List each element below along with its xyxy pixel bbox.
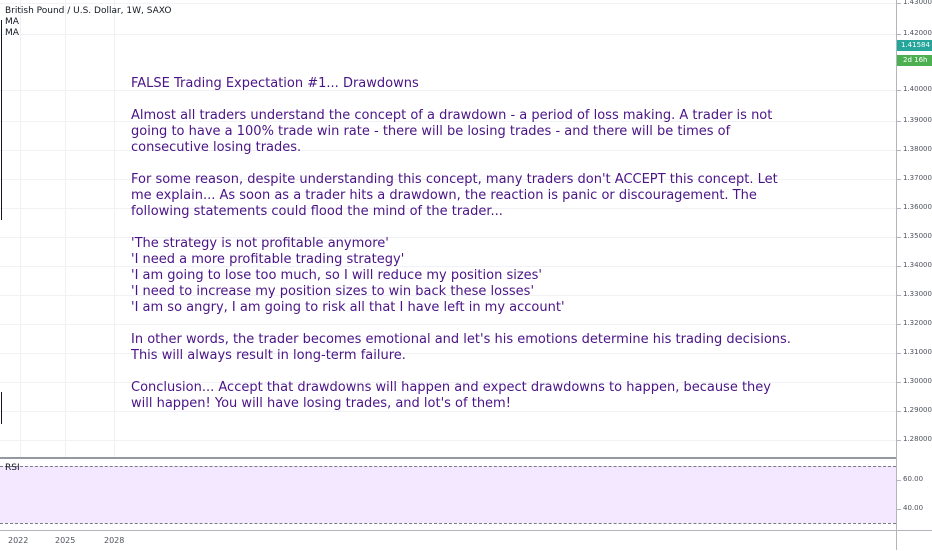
text-note[interactable] [131, 76, 791, 412]
price-tick-label: 1.43000 [903, 0, 932, 6]
note-paragraph: Almost all traders understand the concept of a drawdown - a period of loss making. A trader is not going to have a 100% trade win rate - there will be losing trades - and there will be times of consecutive losing trades. [131, 108, 773, 155]
chart-legend [5, 6, 171, 39]
note-quote: 'I am so angry, I am going to risk all that I have left in my account' [131, 300, 565, 315]
note-quote: 'I need to increase my position sizes to win back these losses' [131, 284, 535, 299]
price-tick-label: 1.31000 [903, 348, 932, 356]
price-tick-label: 1.28000 [903, 435, 932, 443]
price-candle [1, 20, 2, 220]
rsi-tick-label: 60.00 [903, 475, 924, 483]
bar-countdown-badge: 2d 16h [897, 55, 932, 66]
rsi-lower-bound [0, 523, 896, 524]
grid-line [0, 3, 896, 4]
indicator-ma-1[interactable]: MA [5, 17, 19, 27]
rsi-label[interactable]: RSI [5, 463, 20, 473]
price-tick-label: 1.34000 [903, 261, 932, 269]
current-price-badge: 1.41584 [897, 40, 932, 51]
note-quote: 'The strategy is not profitable anymore' [131, 236, 389, 251]
time-axis[interactable] [0, 530, 896, 551]
price-candle [1, 392, 2, 424]
price-tick-label: 1.40000 [903, 85, 932, 93]
rsi-band [0, 466, 896, 523]
grid-line [65, 0, 66, 458]
symbol-title[interactable]: British Pound / U.S. Dollar, 1W, SAXO [5, 6, 172, 16]
rsi-pane[interactable] [0, 459, 896, 530]
price-axis[interactable] [896, 0, 932, 530]
time-label: 2022 [8, 536, 29, 545]
note-quote: 'I need a more profitable trading strategy' [131, 252, 405, 267]
note-paragraph: Conclusion... Accept that drawdowns will happen and expect drawdowns to happen, because they will happen! You will have losing trades, and lot's of them! [131, 380, 771, 411]
rsi-tick-label: 40.00 [903, 504, 924, 512]
note-quote: 'I am going to lose too much, so I will reduce my position sizes' [131, 268, 543, 283]
price-tick-label: 1.30000 [903, 377, 932, 385]
note-title: FALSE Trading Expectation #1... Drawdowns [131, 76, 419, 91]
grid-line [20, 0, 21, 458]
grid-line [0, 440, 896, 441]
rsi-upper-bound [0, 466, 896, 467]
time-label: 2028 [104, 536, 125, 545]
price-tick-label: 1.37000 [903, 174, 932, 182]
axis-corner [896, 530, 932, 550]
note-paragraph: For some reason, despite understanding this concept, many traders don't ACCEPT this concept. Let me explain... As soon as a trader hits a drawdown, the reaction is panic or discouragement. The following statements could flood the mind of the trader... [131, 172, 778, 219]
price-tick-label: 1.32000 [903, 319, 932, 327]
price-tick-label: 1.29000 [903, 406, 932, 414]
price-tick-label: 1.42000 [903, 29, 932, 37]
time-label: 2025 [55, 536, 76, 545]
price-tick-label: 1.33000 [903, 290, 932, 298]
note-paragraph: In other words, the trader becomes emotional and let's his emotions determine his trading decisions. This will always result in long-term failure. [131, 332, 791, 363]
price-tick-label: 1.35000 [903, 232, 932, 240]
grid-line [114, 0, 115, 458]
indicator-ma-2[interactable]: MA [5, 28, 19, 38]
price-tick-label: 1.38000 [903, 145, 932, 153]
price-tick-label: 1.36000 [903, 203, 932, 211]
price-tick-label: 1.39000 [903, 116, 932, 124]
